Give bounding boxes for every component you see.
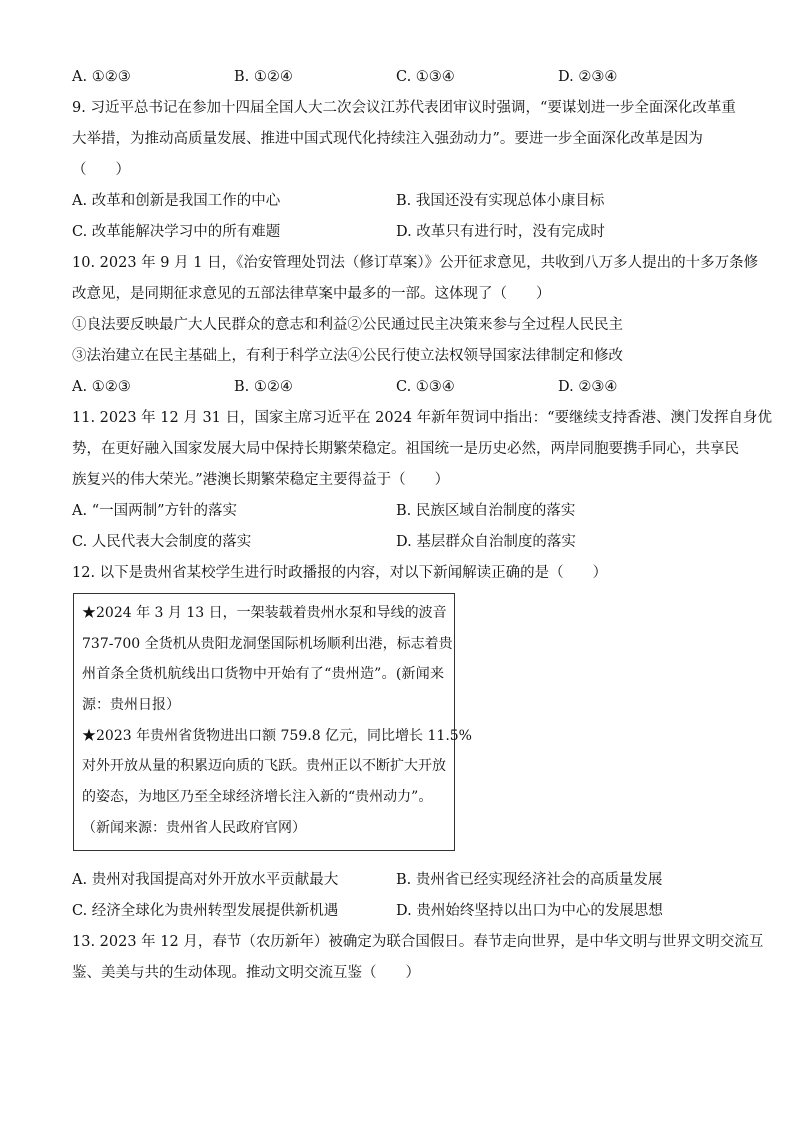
news-line: 的姿态，为地区乃至全球经济增长注入新的“贵州动力”。 xyxy=(82,789,433,806)
option-a: A. ①②③ xyxy=(72,69,131,85)
options-row xyxy=(72,865,728,896)
options-row xyxy=(72,527,728,558)
options-row xyxy=(72,372,728,403)
statement-line: ③法治建立在民主基础上，有利于科学立法④公民行使立法权领导国家法律制定和修改 xyxy=(72,348,623,364)
option-b: B. 贵州省已经实现经济社会的高质量发展 xyxy=(396,871,663,888)
question-9 xyxy=(72,93,736,248)
news-line: 源：贵州日报） xyxy=(82,697,180,714)
question-stem-line: 11. 2023 年 12 月 31 日，国家主席习近平在 2024 年新年贺词中指出：“要继续支持香港、澳门发挥自身优 xyxy=(72,410,773,426)
option-c: C. ①③④ xyxy=(396,69,455,85)
question-12 xyxy=(72,558,728,927)
options-row xyxy=(72,896,728,927)
option-c: C. 人民代表大会制度的落实 xyxy=(72,534,252,550)
option-d: D. ②③④ xyxy=(558,69,618,85)
q8-options xyxy=(72,62,728,93)
statement-line: ①良法要反映最广大人民群众的意志和利益②公民通过民主决策来参与全过程人民民主 xyxy=(72,317,623,333)
option-c: C. 经济全球化为贵州转型发展提供新机遇 xyxy=(72,902,339,919)
option-c: C. 改革能解决学习中的所有难题 xyxy=(72,224,281,240)
exam-page xyxy=(72,62,773,989)
option-b: B. 我国还没有实现总体小康目标 xyxy=(396,193,605,209)
option-a: A. “一国两制”方针的落实 xyxy=(72,503,238,519)
option-d: D. 改革只有进行时，没有完成时 xyxy=(396,224,605,240)
question-13 xyxy=(72,927,764,989)
news-line: 对外开放从量的积累迈向质的飞跃。贵州正以不断扩大开放 xyxy=(82,758,446,775)
option-b: B. 民族区域自治制度的落实 xyxy=(396,503,576,519)
news-line: ★2024 年 3 月 13 日，一架装载着贵州水泵和导线的波音 xyxy=(82,605,447,621)
options-row xyxy=(72,496,728,527)
question-stem-line: 10. 2023 年 9 月 1 日，《治安管理处罚法（修订草案）》公开征求意见，共收到八万多人提出的十多万条修 xyxy=(72,255,759,271)
question-stem-line: 族复兴的伟大荣光。”港澳长期繁荣稳定主要得益于（ ） xyxy=(72,472,450,488)
option-a: A. 贵州对我国提高对外开放水平贡献最大 xyxy=(72,871,339,888)
question-10 xyxy=(72,248,759,403)
news-line: 州首条全货机航线出口货物中开始有了“贵州造”。(新闻来 xyxy=(82,666,444,683)
option-a: A. 改革和创新是我国工作的中心 xyxy=(72,193,281,209)
question-stem-line: 13. 2023 年 12 月，春节（农历新年）被确定为联合国假日。春节走向世界，是中华文明与世界文明交流互 xyxy=(72,933,764,950)
option-d: D. ②③④ xyxy=(558,379,618,395)
options-row xyxy=(72,217,728,248)
question-stem-line: 改意见，是同期征求意见的五部法律草案中最多的一部。这体现了（ ） xyxy=(72,286,551,302)
option-a: A. ①②③ xyxy=(72,379,131,395)
answer-blank: （ ） xyxy=(72,162,130,178)
question-11 xyxy=(72,403,773,558)
question-stem-line: 势，在更好融入国家发展大局中保持长期繁荣稳定。祖国统一是历史必然，两岸同胞要携手同心，共享民 xyxy=(72,441,739,457)
news-line: 737-700 全货机从贵阳龙洞堡国际机场顺利出港，标志着贵 xyxy=(82,635,453,652)
option-d: D. 基层群众自治制度的落实 xyxy=(396,534,576,550)
option-b: B. ①②④ xyxy=(234,379,293,395)
option-b: B. ①②④ xyxy=(234,69,293,85)
option-c: C. ①③④ xyxy=(396,379,455,395)
question-stem-line: 大举措，为推动高质量发展、推进中国式现代化持续注入强劲动力”。要进一步全面深化改革是因为 xyxy=(72,131,703,147)
question-stem-line: 12. 以下是贵州省某校学生进行时政播报的内容，对以下新闻解读正确的是（ ） xyxy=(72,565,608,581)
news-box xyxy=(73,593,472,851)
option-d: D. 贵州始终坚持以出口为中心的发展思想 xyxy=(396,902,663,919)
question-stem-line: 鉴、美美与共的生动体现。推动文明交流互鉴（ ） xyxy=(72,964,420,981)
question-stem-line: 9. 习近平总书记在参加十四届全国人大二次会议江苏代表团审议时强调，“要谋划进一步全面深化改革重 xyxy=(72,100,736,116)
options-row xyxy=(72,186,728,217)
news-source: （新闻来源：贵州省人民政府官网） xyxy=(82,819,306,836)
news-line: ★2023 年贵州省货物进出口额 759.8 亿元，同比增长 11.5% xyxy=(82,727,472,744)
